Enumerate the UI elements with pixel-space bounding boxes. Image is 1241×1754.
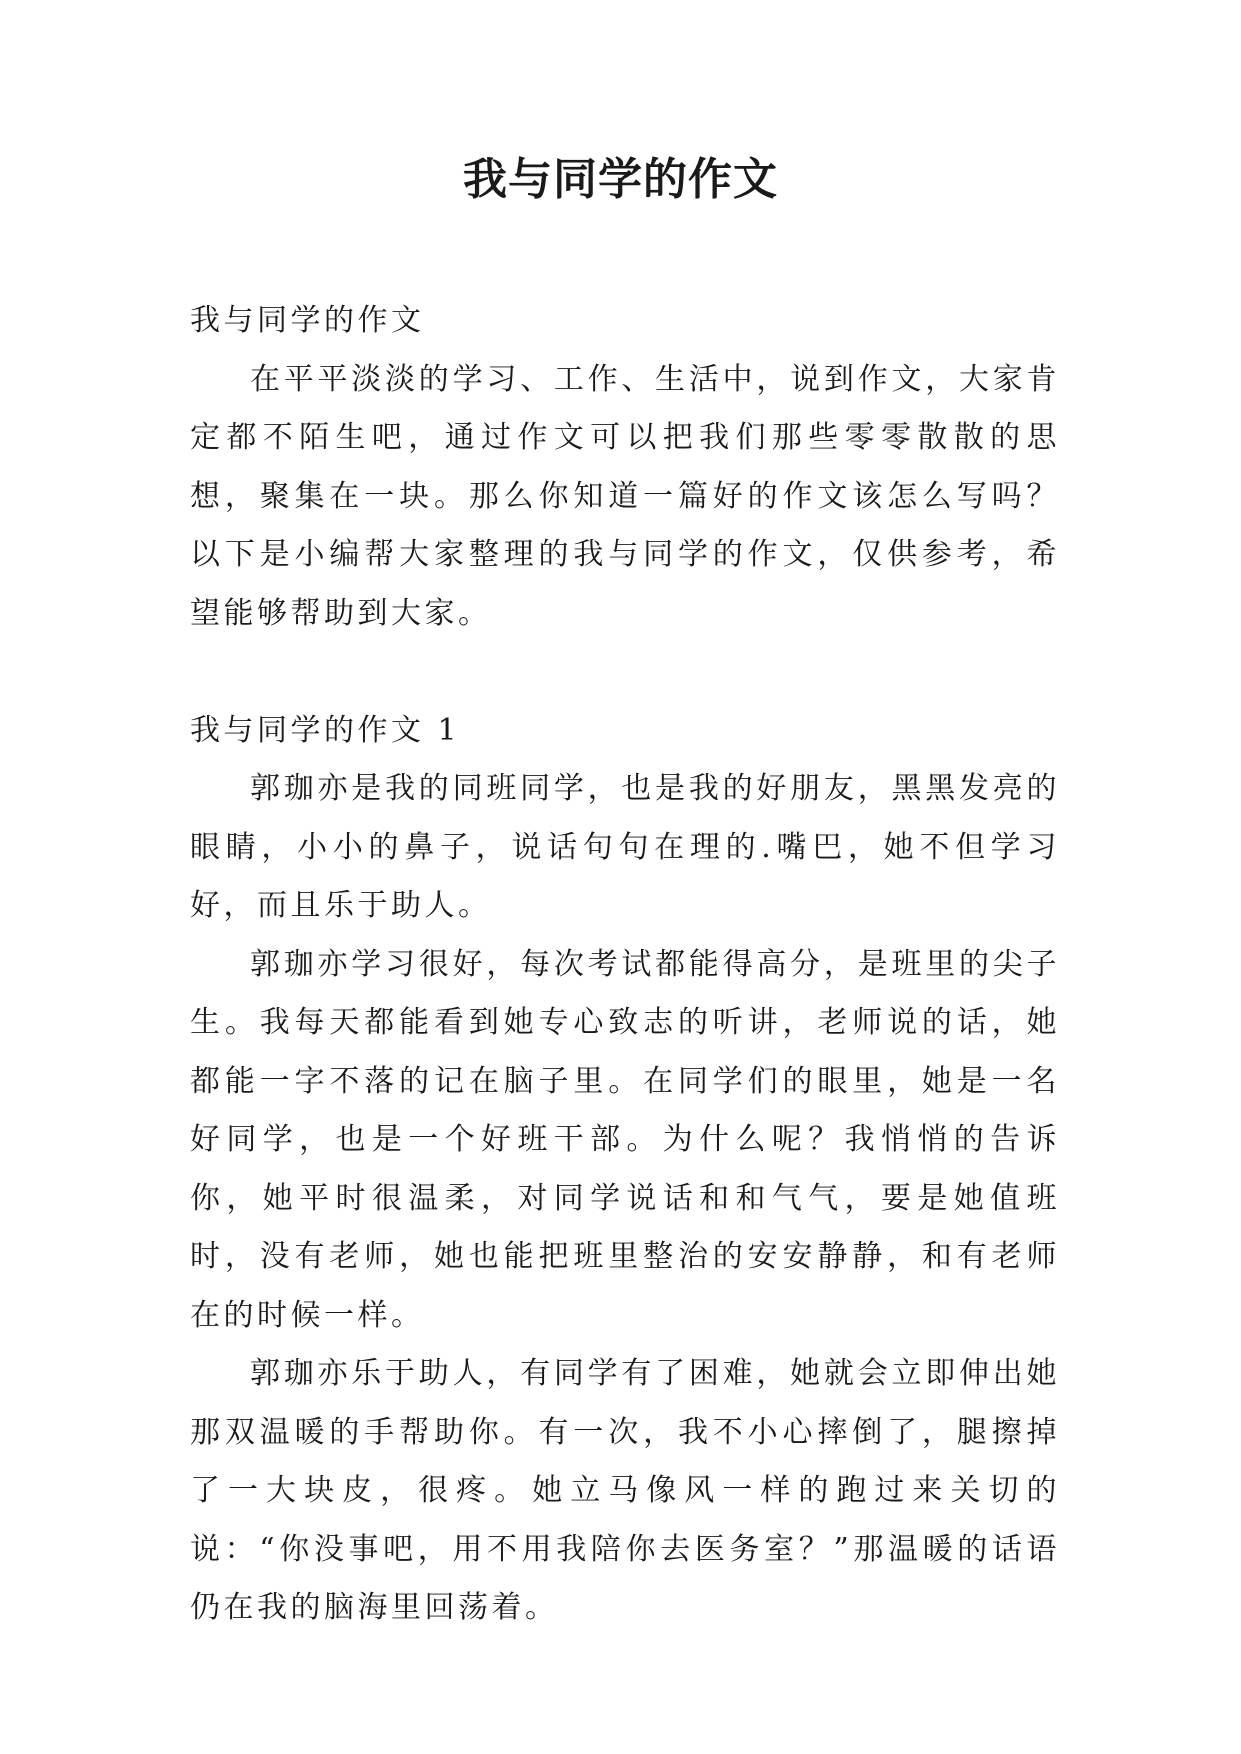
essay-1-heading: 我与同学的作文 1 [190,712,461,748]
intro-heading: 我与同学的作文 [190,303,425,338]
essay-1-paragraph-1: 郭珈亦是我的同班同学，也是我的好朋友，黑黑发亮的眼睛，小小的鼻子，说话句句在理的.嘴巴，她不但学习好，而且乐于助人。 [190,771,1060,923]
document-body [190,292,1060,1638]
section-spacer [190,643,1060,702]
essay-1-paragraph-3: 郭珈亦乐于助人，有同学有了困难，她就会立即伸出她那双温暖的手帮助你。有一次，我不小心摔倒了，腿擦掉了一大块皮，很疼。她立马像风一样的跑过来关切的说：“你没事吧，用不用我陪你去医务室？”那温暖的话语仍在我的脑海里回荡着。 [190,1356,1060,1625]
intro-paragraph: 在平平淡淡的学习、工作、生活中，说到作文，大家肯定都不陌生吧，通过作文可以把我们那些零零散散的思想，聚集在一块。那么你知道一篇好的作文该怎么写吗？以下是小编帮大家整理的我与同学的作文，仅供参考，希望能够帮助到大家。 [190,361,1060,631]
essay-1-paragraph-2: 郭珈亦学习很好，每次考试都能得高分，是班里的尖子生。我每天都能看到她专心致志的听讲，老师说的话，她都能一字不落的记在脑子里。在同学们的眼里，她是一名好同学，也是一个好班干部。为什么呢？我悄悄的告诉你，她平时很温柔，对同学说话和和气气，要是她值班时，没有老师，她也能把班里整治的安安静静，和有老师在的时候一样。 [190,946,1060,1333]
document-title: 我与同学的作文 [463,154,778,205]
